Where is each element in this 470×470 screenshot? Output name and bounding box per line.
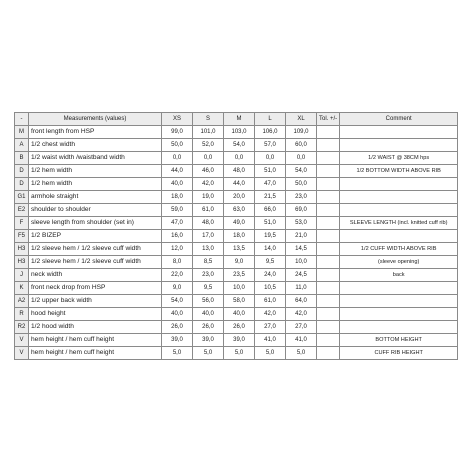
tolerance-cell (317, 126, 340, 139)
m-cell: 23,5 (224, 269, 255, 282)
xl-cell: 54,0 (286, 165, 317, 178)
xs-cell: 18,0 (162, 191, 193, 204)
measurement-cell: front neck drop from HSP (29, 282, 162, 295)
comment-cell (340, 308, 458, 321)
xs-cell: 12,0 (162, 243, 193, 256)
comment-cell: (sleeve opening) (340, 256, 458, 269)
measurement-cell: neck width (29, 269, 162, 282)
code-cell: V (15, 347, 29, 360)
m-cell: 20,0 (224, 191, 255, 204)
xl-cell: 42,0 (286, 308, 317, 321)
xl-cell: 27,0 (286, 321, 317, 334)
measurement-cell: 1/2 hem width (29, 178, 162, 191)
table-row (15, 178, 458, 191)
header-row (15, 113, 458, 126)
comment-cell: CUFF RIB HEIGHT (340, 347, 458, 360)
measurement-cell: sleeve length from shoulder (set in) (29, 217, 162, 230)
table-row (15, 217, 458, 230)
measurement-cell: 1/2 upper back width (29, 295, 162, 308)
s-cell: 19,0 (193, 191, 224, 204)
s-cell: 8,5 (193, 256, 224, 269)
s-cell: 26,0 (193, 321, 224, 334)
m-cell: 58,0 (224, 295, 255, 308)
xl-cell: 11,0 (286, 282, 317, 295)
code-cell: F5 (15, 230, 29, 243)
measurement-cell: 1/2 waist width /waistband width (29, 152, 162, 165)
tolerance-cell (317, 139, 340, 152)
xl-cell: 24,5 (286, 269, 317, 282)
tolerance-cell (317, 295, 340, 308)
l-cell: 24,0 (255, 269, 286, 282)
comment-cell: BOTTOM HEIGHT (340, 334, 458, 347)
s-cell: 101,0 (193, 126, 224, 139)
l-cell: 51,0 (255, 217, 286, 230)
code-cell: B (15, 152, 29, 165)
xl-cell: 21,0 (286, 230, 317, 243)
tolerance-cell (317, 152, 340, 165)
xs-cell: 9,0 (162, 282, 193, 295)
table-row (15, 347, 458, 360)
l-cell: 5,0 (255, 347, 286, 360)
comment-cell (340, 126, 458, 139)
s-cell: 5,0 (193, 347, 224, 360)
table-row (15, 230, 458, 243)
table-row (15, 295, 458, 308)
measurement-cell: 1/2 chest width (29, 139, 162, 152)
l-cell: 21,5 (255, 191, 286, 204)
xl-cell: 64,0 (286, 295, 317, 308)
measurement-cell: shoulder to shoulder (29, 204, 162, 217)
tolerance-cell (317, 269, 340, 282)
tolerance-cell (317, 308, 340, 321)
xs-cell: 40,0 (162, 178, 193, 191)
comment-cell: 1/2 WAIST @ 38CM hps (340, 152, 458, 165)
s-cell: 46,0 (193, 165, 224, 178)
l-cell: 47,0 (255, 178, 286, 191)
xs-cell: 50,0 (162, 139, 193, 152)
xl-cell: 5,0 (286, 347, 317, 360)
s-cell: 42,0 (193, 178, 224, 191)
code-cell: E2 (15, 204, 29, 217)
l-cell: 0,0 (255, 152, 286, 165)
tolerance-header: Tol. +/- (317, 113, 340, 126)
xs-cell: 0,0 (162, 152, 193, 165)
m-cell: 9,0 (224, 256, 255, 269)
l-cell: 19,5 (255, 230, 286, 243)
comment-cell: 1/2 BOTTOM WIDTH ABOVE RIB (340, 165, 458, 178)
s-cell: 56,0 (193, 295, 224, 308)
m-cell: 44,0 (224, 178, 255, 191)
l-cell: 42,0 (255, 308, 286, 321)
l-cell: 27,0 (255, 321, 286, 334)
s-cell: 40,0 (193, 308, 224, 321)
code-cell: D (15, 165, 29, 178)
table-row (15, 139, 458, 152)
xs-cell: 5,0 (162, 347, 193, 360)
measurement-cell: 1/2 BIZEP (29, 230, 162, 243)
code-cell: A (15, 139, 29, 152)
comment-cell (340, 139, 458, 152)
tolerance-cell (317, 230, 340, 243)
m-cell: 40,0 (224, 308, 255, 321)
s-cell: 23,0 (193, 269, 224, 282)
table-row (15, 152, 458, 165)
table-row (15, 126, 458, 139)
xs-cell: 26,0 (162, 321, 193, 334)
comment-cell (340, 230, 458, 243)
m-cell: 5,0 (224, 347, 255, 360)
measurement-cell: 1/2 hem width (29, 165, 162, 178)
m-cell: 49,0 (224, 217, 255, 230)
table-row (15, 334, 458, 347)
xl-cell: 14,5 (286, 243, 317, 256)
comment-cell (340, 282, 458, 295)
tolerance-cell (317, 334, 340, 347)
comment-cell (340, 295, 458, 308)
xs-cell: 22,0 (162, 269, 193, 282)
measurement-cell: hood height (29, 308, 162, 321)
comment-header: Comment (340, 113, 458, 126)
size-xl-header: XL (286, 113, 317, 126)
l-cell: 51,0 (255, 165, 286, 178)
tolerance-cell (317, 282, 340, 295)
xl-cell: 23,0 (286, 191, 317, 204)
xl-cell: 53,0 (286, 217, 317, 230)
code-cell: H3 (15, 256, 29, 269)
table-row (15, 165, 458, 178)
s-cell: 9,5 (193, 282, 224, 295)
s-cell: 0,0 (193, 152, 224, 165)
xl-cell: 41,0 (286, 334, 317, 347)
code-cell: D (15, 178, 29, 191)
code-header: - (15, 113, 29, 126)
table-row (15, 191, 458, 204)
measurement-cell: 1/2 sleeve hem / 1/2 sleeve cuff width (29, 256, 162, 269)
m-cell: 63,0 (224, 204, 255, 217)
code-cell: H3 (15, 243, 29, 256)
measurement-cell: hem height / hem cuff height (29, 334, 162, 347)
l-cell: 106,0 (255, 126, 286, 139)
code-cell: V (15, 334, 29, 347)
l-cell: 14,0 (255, 243, 286, 256)
tolerance-cell (317, 165, 340, 178)
comment-cell (340, 321, 458, 334)
comment-cell: SLEEVE LENGTH (incl. knitted cuff rib) (340, 217, 458, 230)
l-cell: 57,0 (255, 139, 286, 152)
code-cell: M (15, 126, 29, 139)
m-cell: 10,0 (224, 282, 255, 295)
xl-cell: 60,0 (286, 139, 317, 152)
m-cell: 0,0 (224, 152, 255, 165)
s-cell: 48,0 (193, 217, 224, 230)
table-row (15, 243, 458, 256)
l-cell: 41,0 (255, 334, 286, 347)
table-body (15, 126, 458, 360)
m-cell: 13,5 (224, 243, 255, 256)
code-cell: R (15, 308, 29, 321)
s-cell: 13,0 (193, 243, 224, 256)
table-row (15, 308, 458, 321)
xs-cell: 40,0 (162, 308, 193, 321)
measurement-cell: armhole straight (29, 191, 162, 204)
tolerance-cell (317, 178, 340, 191)
table-row (15, 321, 458, 334)
comment-cell: 1/2 CUFF WIDTH ABOVE RIB (340, 243, 458, 256)
xl-cell: 50,0 (286, 178, 317, 191)
xl-cell: 69,0 (286, 204, 317, 217)
xs-cell: 99,0 (162, 126, 193, 139)
m-cell: 48,0 (224, 165, 255, 178)
comment-cell (340, 204, 458, 217)
table-row (15, 204, 458, 217)
l-cell: 61,0 (255, 295, 286, 308)
measurement-cell: front length from HSP (29, 126, 162, 139)
measurement-header: Measurements (values) (29, 113, 162, 126)
size-l-header: L (255, 113, 286, 126)
xl-cell: 109,0 (286, 126, 317, 139)
tolerance-cell (317, 217, 340, 230)
l-cell: 10,5 (255, 282, 286, 295)
xl-cell: 10,0 (286, 256, 317, 269)
code-cell: K (15, 282, 29, 295)
table-row (15, 282, 458, 295)
m-cell: 54,0 (224, 139, 255, 152)
tolerance-cell (317, 204, 340, 217)
measurement-table (14, 112, 458, 360)
size-xs-header: XS (162, 113, 193, 126)
xl-cell: 0,0 (286, 152, 317, 165)
xs-cell: 54,0 (162, 295, 193, 308)
m-cell: 103,0 (224, 126, 255, 139)
tolerance-cell (317, 243, 340, 256)
size-m-header: M (224, 113, 255, 126)
xs-cell: 8,0 (162, 256, 193, 269)
comment-cell (340, 191, 458, 204)
tolerance-cell (317, 321, 340, 334)
tolerance-cell (317, 191, 340, 204)
measurement-cell: 1/2 hood width (29, 321, 162, 334)
table-row (15, 256, 458, 269)
measurement-cell: hem height / hem cuff height (29, 347, 162, 360)
table-row (15, 269, 458, 282)
code-cell: J (15, 269, 29, 282)
comment-cell (340, 178, 458, 191)
size-s-header: S (193, 113, 224, 126)
m-cell: 18,0 (224, 230, 255, 243)
comment-cell: back (340, 269, 458, 282)
xs-cell: 59,0 (162, 204, 193, 217)
l-cell: 9,5 (255, 256, 286, 269)
m-cell: 39,0 (224, 334, 255, 347)
m-cell: 26,0 (224, 321, 255, 334)
code-cell: G1 (15, 191, 29, 204)
xs-cell: 39,0 (162, 334, 193, 347)
s-cell: 39,0 (193, 334, 224, 347)
measurement-cell: 1/2 sleeve hem / 1/2 sleeve cuff width (29, 243, 162, 256)
code-cell: R2 (15, 321, 29, 334)
xs-cell: 47,0 (162, 217, 193, 230)
tolerance-cell (317, 347, 340, 360)
xs-cell: 16,0 (162, 230, 193, 243)
xs-cell: 44,0 (162, 165, 193, 178)
code-cell: A2 (15, 295, 29, 308)
code-cell: F (15, 217, 29, 230)
l-cell: 66,0 (255, 204, 286, 217)
s-cell: 52,0 (193, 139, 224, 152)
s-cell: 61,0 (193, 204, 224, 217)
s-cell: 17,0 (193, 230, 224, 243)
tolerance-cell (317, 256, 340, 269)
